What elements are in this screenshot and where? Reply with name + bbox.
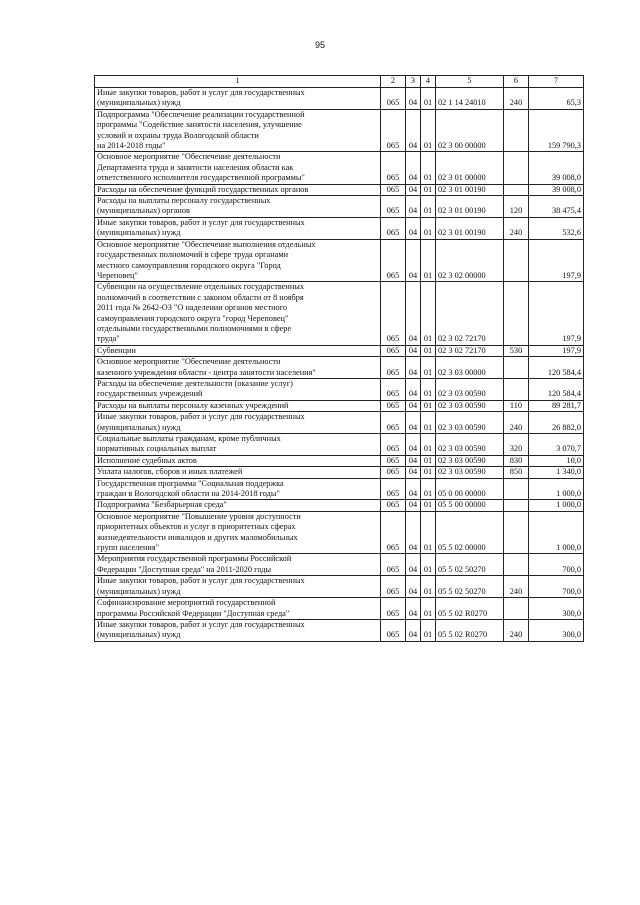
- subsection-code: 01: [421, 217, 436, 239]
- item-name: Иные закупки товаров, работ и услуг для государственных (муниципальных) нужд: [95, 88, 381, 110]
- expense-type-code: 830: [504, 455, 529, 466]
- table-row: [95, 378, 584, 400]
- subsection-code: 01: [421, 152, 436, 184]
- subsection-code: 01: [421, 400, 436, 411]
- amount: 197,9: [529, 282, 584, 345]
- budget-table: [94, 75, 584, 642]
- expense-type-code: [504, 554, 529, 576]
- page-number: 95: [314, 40, 325, 50]
- target-article-code: 05 5 02 50270: [436, 576, 504, 598]
- subsection-code: 01: [421, 511, 436, 554]
- table-row: [95, 109, 584, 152]
- expense-type-code: [504, 511, 529, 554]
- ministry-code: 065: [381, 239, 406, 282]
- item-name: Иные закупки товаров, работ и услуг для государственных (муниципальных) нужд: [95, 619, 381, 641]
- table-row: [95, 239, 584, 282]
- amount: 700,0: [529, 554, 584, 576]
- subsection-code: 01: [421, 109, 436, 152]
- target-article-code: 05 5 02 R0270: [436, 598, 504, 620]
- amount: 120 584,4: [529, 357, 584, 379]
- header-cell: 4: [421, 76, 436, 88]
- expense-type-code: 120: [504, 196, 529, 218]
- target-article-code: 02 3 01 00190: [436, 196, 504, 218]
- subsection-code: 01: [421, 619, 436, 641]
- target-article-code: 02 3 02 72170: [436, 345, 504, 356]
- item-name: Уплата налогов, сборов и иных платежей: [95, 467, 381, 478]
- item-name: Подпрограмма "Обеспечение реализации государственной программы "Содействие занятости населения, улучшение условий и охраны труда Вологодской области на 2014-2018 годы": [95, 109, 381, 152]
- table-row: [95, 576, 584, 598]
- ministry-code: 065: [381, 511, 406, 554]
- amount: 38 475,4: [529, 196, 584, 218]
- subsection-code: 01: [421, 357, 436, 379]
- target-article-code: 02 3 03 00590: [436, 400, 504, 411]
- amount: 532,6: [529, 217, 584, 239]
- subsection-code: 01: [421, 282, 436, 345]
- target-article-code: 02 3 03 00000: [436, 357, 504, 379]
- item-name: Основное мероприятие "Обеспечение выполнения отдельных государственных полномочий в сфере труда органами местного самоуправления городского округа "Город Череповец": [95, 239, 381, 282]
- header-row: [95, 76, 584, 88]
- amount: 26 882,0: [529, 412, 584, 434]
- section-code: 04: [406, 434, 421, 456]
- expense-type-code: 240: [504, 88, 529, 110]
- amount: 1 000,0: [529, 500, 584, 511]
- subsection-code: 01: [421, 88, 436, 110]
- amount: 39 008,0: [529, 152, 584, 184]
- ministry-code: 065: [381, 467, 406, 478]
- target-article-code: 02 3 01 00190: [436, 184, 504, 195]
- ministry-code: 065: [381, 184, 406, 195]
- expense-type-code: [504, 478, 529, 500]
- section-code: 04: [406, 412, 421, 434]
- amount: 300,0: [529, 598, 584, 620]
- section-code: 04: [406, 455, 421, 466]
- section-code: 04: [406, 184, 421, 195]
- item-name: Социальные выплаты гражданам, кроме публичных нормативных социальных выплат: [95, 434, 381, 456]
- section-code: 04: [406, 378, 421, 400]
- header-cell: 6: [504, 76, 529, 88]
- amount: 65,3: [529, 88, 584, 110]
- ministry-code: 065: [381, 400, 406, 411]
- expense-type-code: [504, 282, 529, 345]
- table-row: [95, 412, 584, 434]
- subsection-code: 01: [421, 239, 436, 282]
- target-article-code: 05 5 00 00000: [436, 500, 504, 511]
- expense-type-code: 240: [504, 412, 529, 434]
- ministry-code: 065: [381, 345, 406, 356]
- subsection-code: 01: [421, 576, 436, 598]
- ministry-code: 065: [381, 412, 406, 434]
- section-code: 04: [406, 467, 421, 478]
- table-row: [95, 500, 584, 511]
- amount: 700,0: [529, 576, 584, 598]
- ministry-code: 065: [381, 500, 406, 511]
- expense-type-code: 240: [504, 576, 529, 598]
- target-article-code: 05 5 02 R0270: [436, 619, 504, 641]
- subsection-code: 01: [421, 184, 436, 195]
- header-cell: 5: [436, 76, 504, 88]
- expense-type-code: [504, 184, 529, 195]
- target-article-code: 05 5 02 00000: [436, 511, 504, 554]
- section-code: 04: [406, 357, 421, 379]
- section-code: 04: [406, 196, 421, 218]
- expense-type-code: [504, 357, 529, 379]
- expense-type-code: [504, 500, 529, 511]
- subsection-code: 01: [421, 500, 436, 511]
- table-row: [95, 455, 584, 466]
- amount: 120 584,4: [529, 378, 584, 400]
- table-row: [95, 152, 584, 184]
- section-code: 04: [406, 619, 421, 641]
- amount: 89 281,7: [529, 400, 584, 411]
- amount: 3 070,7: [529, 434, 584, 456]
- section-code: 04: [406, 88, 421, 110]
- header-cell: 7: [529, 76, 584, 88]
- section-code: 04: [406, 554, 421, 576]
- subsection-code: 01: [421, 345, 436, 356]
- table-row: [95, 511, 584, 554]
- item-name: Основное мероприятие "Обеспечение деятельности казенного учреждения области - центра занятости населения": [95, 357, 381, 379]
- section-code: 04: [406, 217, 421, 239]
- target-article-code: 02 3 00 00000: [436, 109, 504, 152]
- target-article-code: 05 0 00 00000: [436, 478, 504, 500]
- table-row: [95, 357, 584, 379]
- target-article-code: 02 1 14 24010: [436, 88, 504, 110]
- item-name: Субвенции: [95, 345, 381, 356]
- item-name: Государственная программа "Социальная поддержка граждан в Вологодской области на 2014-2018 годы": [95, 478, 381, 500]
- subsection-code: 01: [421, 467, 436, 478]
- section-code: 04: [406, 478, 421, 500]
- ministry-code: 065: [381, 88, 406, 110]
- item-name: Софинансирование мероприятий государственной программы Российской Федерации "Доступная среда": [95, 598, 381, 620]
- expense-type-code: 240: [504, 619, 529, 641]
- subsection-code: 01: [421, 434, 436, 456]
- expense-type-code: 530: [504, 345, 529, 356]
- item-name: Иные закупки товаров, работ и услуг для государственных (муниципальных) нужд: [95, 576, 381, 598]
- section-code: 04: [406, 511, 421, 554]
- expense-type-code: 240: [504, 217, 529, 239]
- item-name: Расходы на обеспечение деятельности (оказание услуг) государственных учреждений: [95, 378, 381, 400]
- table-row: [95, 88, 584, 110]
- expense-type-code: [504, 109, 529, 152]
- expense-type-code: 320: [504, 434, 529, 456]
- amount: 1 000,0: [529, 511, 584, 554]
- section-code: 04: [406, 500, 421, 511]
- table-row: [95, 554, 584, 576]
- target-article-code: 02 3 03 00590: [436, 412, 504, 434]
- item-name: Основное мероприятие "Обеспечение деятельности Департамента труда и занятости населения области как ответственного исполнителя государственной программы": [95, 152, 381, 184]
- table-row: [95, 282, 584, 345]
- expense-type-code: [504, 152, 529, 184]
- ministry-code: 065: [381, 478, 406, 500]
- ministry-code: 065: [381, 217, 406, 239]
- subsection-code: 01: [421, 412, 436, 434]
- section-code: 04: [406, 152, 421, 184]
- table-row: [95, 467, 584, 478]
- target-article-code: 02 3 01 00190: [436, 217, 504, 239]
- ministry-code: 065: [381, 434, 406, 456]
- expense-type-code: [504, 598, 529, 620]
- section-code: 04: [406, 400, 421, 411]
- ministry-code: 065: [381, 152, 406, 184]
- section-code: 04: [406, 282, 421, 345]
- section-code: 04: [406, 598, 421, 620]
- header-cell: 1: [95, 76, 381, 88]
- target-article-code: 02 3 03 00590: [436, 455, 504, 466]
- item-name: Основное мероприятие "Повышение уровня доступности приоритетных объектов и услуг в приоритетных сферах жизнедеятельности инвалидов и других маломобильных групп населения": [95, 511, 381, 554]
- amount: 1 340,0: [529, 467, 584, 478]
- section-code: 04: [406, 345, 421, 356]
- subsection-code: 01: [421, 554, 436, 576]
- ministry-code: 065: [381, 598, 406, 620]
- ministry-code: 065: [381, 554, 406, 576]
- table-row: [95, 619, 584, 641]
- header-cell: 3: [406, 76, 421, 88]
- item-name: Иные закупки товаров, работ и услуг для государственных (муниципальных) нужд: [95, 412, 381, 434]
- table-row: [95, 217, 584, 239]
- subsection-code: 01: [421, 455, 436, 466]
- subsection-code: 01: [421, 478, 436, 500]
- subsection-code: 01: [421, 598, 436, 620]
- amount: 1 000,0: [529, 478, 584, 500]
- amount: 159 790,3: [529, 109, 584, 152]
- table-row: [95, 478, 584, 500]
- amount: 197,9: [529, 345, 584, 356]
- ministry-code: 065: [381, 378, 406, 400]
- section-code: 04: [406, 109, 421, 152]
- ministry-code: 065: [381, 196, 406, 218]
- subsection-code: 01: [421, 196, 436, 218]
- item-name: Подпрограмма "Безбарьерная среда": [95, 500, 381, 511]
- ministry-code: 065: [381, 357, 406, 379]
- subsection-code: 01: [421, 378, 436, 400]
- expense-type-code: [504, 378, 529, 400]
- target-article-code: 02 3 03 00590: [436, 434, 504, 456]
- item-name: Расходы на обеспечение функций государственных органов: [95, 184, 381, 195]
- target-article-code: 02 3 02 00000: [436, 239, 504, 282]
- section-code: 04: [406, 239, 421, 282]
- table-row: [95, 434, 584, 456]
- amount: 300,0: [529, 619, 584, 641]
- target-article-code: 02 3 03 00590: [436, 467, 504, 478]
- ministry-code: 065: [381, 282, 406, 345]
- target-article-code: 02 3 03 00590: [436, 378, 504, 400]
- item-name: Исполнение судебных актов: [95, 455, 381, 466]
- ministry-code: 065: [381, 619, 406, 641]
- item-name: Расходы на выплаты персоналу государственных (муниципальных) органов: [95, 196, 381, 218]
- table-row: [95, 345, 584, 356]
- ministry-code: 065: [381, 576, 406, 598]
- amount: 10,0: [529, 455, 584, 466]
- item-name: Иные закупки товаров, работ и услуг для государственных (муниципальных) нужд: [95, 217, 381, 239]
- target-article-code: 02 3 01 00000: [436, 152, 504, 184]
- amount: 197,9: [529, 239, 584, 282]
- table-row: [95, 598, 584, 620]
- ministry-code: 065: [381, 455, 406, 466]
- table-row: [95, 184, 584, 195]
- section-code: 04: [406, 576, 421, 598]
- table-row: [95, 400, 584, 411]
- table-row: [95, 196, 584, 218]
- expense-type-code: 850: [504, 467, 529, 478]
- expense-type-code: [504, 239, 529, 282]
- item-name: Субвенции на осуществление отдельных государственных полномочий в соответствии с законом области от 8 ноября 2011 года № 2642-ОЗ "О наделении органов местного самоуправления городского округа "город Череповец" отдельными государственными полномочиями в сфере труда": [95, 282, 381, 345]
- item-name: Мероприятия государственной программы Российской Федерации "Доступная среда" на 2011-2020 годы: [95, 554, 381, 576]
- amount: 39 008,0: [529, 184, 584, 195]
- target-article-code: 05 5 02 50270: [436, 554, 504, 576]
- target-article-code: 02 3 02 72170: [436, 282, 504, 345]
- expense-type-code: 110: [504, 400, 529, 411]
- ministry-code: 065: [381, 109, 406, 152]
- item-name: Расходы на выплаты персоналу казенных учреждений: [95, 400, 381, 411]
- header-cell: 2: [381, 76, 406, 88]
